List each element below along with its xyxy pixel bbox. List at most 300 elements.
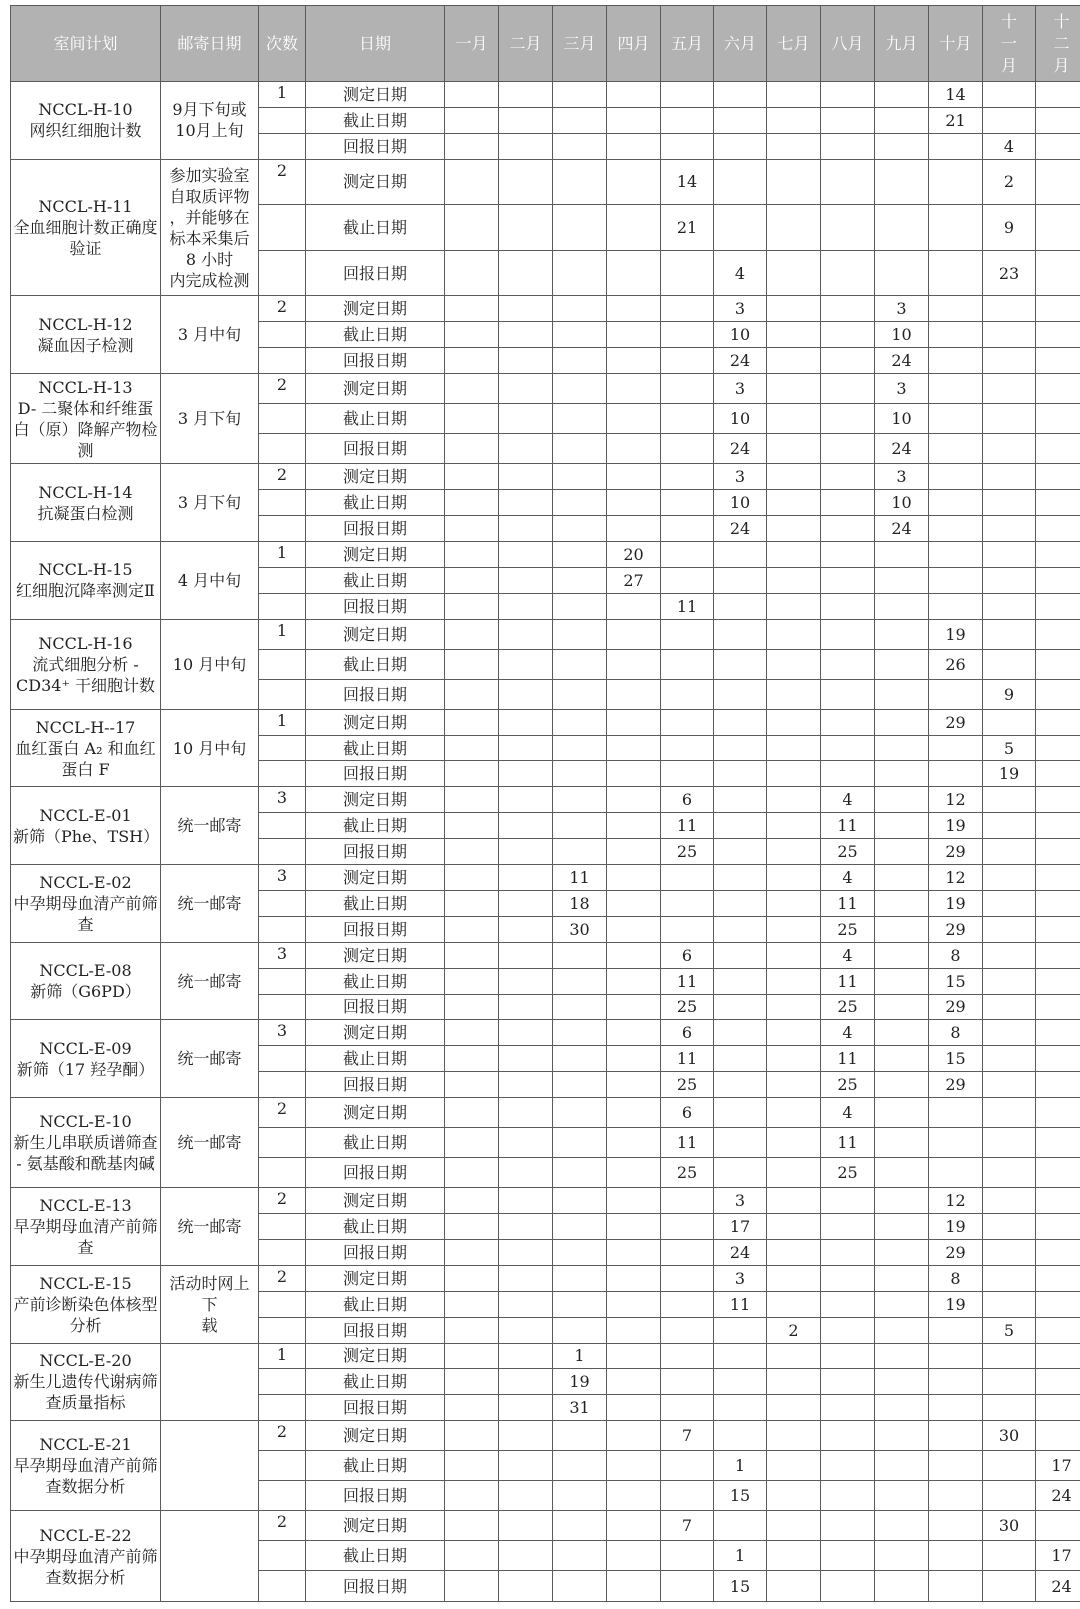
month-cell — [767, 1369, 821, 1395]
month-cell — [445, 1571, 499, 1602]
month-cell — [767, 1395, 821, 1421]
month-cell — [767, 322, 821, 348]
month-cell — [875, 593, 929, 619]
month-cell: 11 — [821, 1046, 875, 1072]
month-cell — [821, 735, 875, 761]
month-cell — [821, 1343, 875, 1369]
header-cell: 九月 — [875, 6, 929, 82]
mailing-date-cell: 10 月中旬 — [161, 619, 259, 709]
date-type-cell: 截止日期 — [306, 1451, 445, 1481]
count-cell — [259, 813, 306, 839]
date-type-cell: 截止日期 — [306, 1214, 445, 1240]
month-cell — [983, 567, 1036, 593]
month-cell — [1036, 1214, 1080, 1240]
month-cell — [929, 1571, 983, 1602]
month-cell — [499, 916, 553, 942]
mailing-date-cell: 4 月中旬 — [161, 541, 259, 619]
month-cell — [767, 159, 821, 205]
month-cell — [553, 107, 607, 133]
table-row — [11, 619, 1080, 649]
month-cell — [929, 567, 983, 593]
month-cell — [445, 322, 499, 348]
month-cell — [983, 541, 1036, 567]
count-cell: 2 — [259, 296, 306, 322]
month-cell: 27 — [607, 567, 661, 593]
month-cell — [1036, 133, 1080, 159]
month-cell — [499, 890, 553, 916]
month-cell — [553, 1098, 607, 1128]
month-cell — [821, 107, 875, 133]
mailing-date-cell: 3 月中旬 — [161, 296, 259, 374]
month-cell — [767, 404, 821, 434]
month-cell: 2 — [983, 159, 1036, 205]
month-cell — [445, 761, 499, 787]
month-cell: 25 — [661, 1072, 714, 1098]
month-cell — [821, 133, 875, 159]
month-cell — [714, 787, 767, 813]
month-cell — [499, 464, 553, 490]
month-cell — [607, 839, 661, 865]
month-cell — [875, 1369, 929, 1395]
month-cell — [983, 82, 1036, 108]
table-row — [11, 1188, 1080, 1214]
month-cell — [661, 567, 714, 593]
mailing-date-cell: 参加实验室 自取质评物 ，并能够在 标本采集后 8 小时 内完成检测 — [161, 159, 259, 296]
month-cell: 10 — [714, 322, 767, 348]
month-cell — [1036, 1511, 1080, 1541]
month-cell — [445, 1239, 499, 1265]
month-cell: 17 — [1036, 1451, 1080, 1481]
table-row — [11, 865, 1080, 891]
table-row — [11, 1343, 1080, 1369]
month-cell: 9 — [983, 205, 1036, 251]
month-cell — [1036, 1395, 1080, 1421]
month-cell — [983, 709, 1036, 735]
month-cell — [767, 1451, 821, 1481]
month-cell — [875, 1239, 929, 1265]
date-type-cell: 回报日期 — [306, 1481, 445, 1511]
month-cell — [445, 1046, 499, 1072]
month-cell — [499, 490, 553, 516]
month-cell — [499, 865, 553, 891]
month-cell — [821, 1214, 875, 1240]
date-type-cell: 截止日期 — [306, 567, 445, 593]
month-cell: 19 — [929, 619, 983, 649]
month-cell: 12 — [929, 787, 983, 813]
month-cell: 4 — [821, 787, 875, 813]
month-cell — [767, 1541, 821, 1571]
month-cell — [553, 1072, 607, 1098]
month-cell — [553, 787, 607, 813]
date-type-cell: 回报日期 — [306, 1571, 445, 1602]
month-cell — [767, 1158, 821, 1188]
month-cell — [929, 1317, 983, 1343]
month-cell: 5 — [983, 1317, 1036, 1343]
count-cell: 1 — [259, 1343, 306, 1369]
month-cell — [499, 1128, 553, 1158]
month-cell — [929, 1511, 983, 1541]
month-cell — [929, 1451, 983, 1481]
month-cell — [499, 1343, 553, 1369]
month-cell — [499, 516, 553, 542]
date-type-cell: 回报日期 — [306, 1158, 445, 1188]
header-cell: 四月 — [607, 6, 661, 82]
count-cell — [259, 1291, 306, 1317]
date-type-cell: 测定日期 — [306, 1098, 445, 1128]
month-cell — [445, 942, 499, 968]
month-cell: 11 — [553, 865, 607, 891]
month-cell — [499, 593, 553, 619]
month-cell: 29 — [929, 1239, 983, 1265]
date-type-cell: 回报日期 — [306, 761, 445, 787]
month-cell — [714, 890, 767, 916]
month-cell — [553, 434, 607, 464]
month-cell — [1036, 516, 1080, 542]
month-cell — [445, 709, 499, 735]
month-cell — [875, 250, 929, 296]
month-cell — [499, 994, 553, 1020]
date-type-cell: 测定日期 — [306, 787, 445, 813]
month-cell — [445, 250, 499, 296]
month-cell — [714, 942, 767, 968]
month-cell — [1036, 374, 1080, 404]
month-cell — [553, 348, 607, 374]
count-cell — [259, 348, 306, 374]
month-cell — [767, 619, 821, 649]
month-cell — [821, 567, 875, 593]
month-cell — [1036, 593, 1080, 619]
month-cell — [661, 709, 714, 735]
table-row — [11, 296, 1080, 322]
month-cell — [875, 1188, 929, 1214]
count-cell — [259, 1451, 306, 1481]
month-cell — [983, 787, 1036, 813]
month-cell — [821, 761, 875, 787]
month-cell — [714, 1020, 767, 1046]
month-cell: 25 — [821, 839, 875, 865]
month-cell — [445, 464, 499, 490]
month-cell — [714, 865, 767, 891]
date-type-cell: 回报日期 — [306, 1317, 445, 1343]
month-cell: 4 — [821, 1098, 875, 1128]
month-cell — [714, 916, 767, 942]
month-cell — [607, 619, 661, 649]
count-cell — [259, 1541, 306, 1571]
month-cell — [499, 322, 553, 348]
month-cell — [607, 464, 661, 490]
month-cell — [821, 516, 875, 542]
month-cell — [821, 1395, 875, 1421]
month-cell: 17 — [714, 1214, 767, 1240]
month-cell: 3 — [875, 464, 929, 490]
count-cell: 2 — [259, 1098, 306, 1128]
count-cell — [259, 133, 306, 159]
month-cell — [607, 1395, 661, 1421]
month-cell: 29 — [929, 916, 983, 942]
month-cell — [553, 942, 607, 968]
month-cell: 11 — [821, 813, 875, 839]
month-cell: 19 — [929, 1214, 983, 1240]
month-cell — [607, 1239, 661, 1265]
mailing-date-cell: 活动时网上下 载 — [161, 1265, 259, 1343]
count-cell: 1 — [259, 541, 306, 567]
month-cell — [445, 994, 499, 1020]
date-type-cell: 测定日期 — [306, 619, 445, 649]
month-cell — [553, 541, 607, 567]
month-cell — [1036, 865, 1080, 891]
month-cell — [714, 994, 767, 1020]
month-cell — [983, 865, 1036, 891]
month-cell — [445, 107, 499, 133]
count-cell — [259, 1158, 306, 1188]
table-row — [11, 1265, 1080, 1291]
month-cell — [607, 1098, 661, 1128]
month-cell — [445, 1158, 499, 1188]
month-cell: 12 — [929, 1188, 983, 1214]
date-type-cell: 回报日期 — [306, 839, 445, 865]
month-cell — [445, 649, 499, 679]
month-cell — [445, 404, 499, 434]
month-cell — [661, 374, 714, 404]
month-cell: 24 — [1036, 1571, 1080, 1602]
month-cell: 6 — [661, 1098, 714, 1128]
month-cell — [553, 464, 607, 490]
count-cell — [259, 679, 306, 709]
month-cell — [821, 1291, 875, 1317]
month-cell — [553, 205, 607, 251]
month-cell — [499, 296, 553, 322]
month-cell — [607, 1369, 661, 1395]
month-cell — [1036, 1343, 1080, 1369]
month-cell — [607, 593, 661, 619]
month-cell — [767, 1481, 821, 1511]
month-cell: 15 — [929, 968, 983, 994]
program-name-cell: NCCL-E-01 新筛（Phe、TSH） — [11, 787, 161, 865]
month-cell: 2 — [767, 1317, 821, 1343]
month-cell — [607, 1317, 661, 1343]
count-cell — [259, 593, 306, 619]
month-cell — [1036, 107, 1080, 133]
month-cell — [661, 464, 714, 490]
count-cell — [259, 107, 306, 133]
month-cell — [553, 1541, 607, 1571]
header-cell: 十 二 月 — [1036, 6, 1080, 82]
month-cell — [553, 1239, 607, 1265]
table-row — [11, 1511, 1080, 1541]
month-cell: 15 — [929, 1046, 983, 1072]
month-cell: 4 — [821, 942, 875, 968]
month-cell — [714, 1511, 767, 1541]
month-cell — [767, 541, 821, 567]
month-cell — [767, 107, 821, 133]
month-cell — [821, 1369, 875, 1395]
month-cell — [767, 994, 821, 1020]
month-cell — [875, 787, 929, 813]
month-cell: 9 — [983, 679, 1036, 709]
month-cell — [714, 735, 767, 761]
month-cell — [983, 1369, 1036, 1395]
month-cell — [499, 1541, 553, 1571]
month-cell: 24 — [714, 1239, 767, 1265]
month-cell — [499, 619, 553, 649]
month-cell — [1036, 649, 1080, 679]
month-cell — [661, 516, 714, 542]
month-cell — [767, 296, 821, 322]
month-cell — [875, 205, 929, 251]
count-cell — [259, 1395, 306, 1421]
month-cell — [499, 1098, 553, 1128]
count-cell: 2 — [259, 464, 306, 490]
mailing-date-cell: 统一邮寄 — [161, 787, 259, 865]
month-cell — [553, 593, 607, 619]
month-cell — [767, 968, 821, 994]
month-cell: 8 — [929, 942, 983, 968]
month-cell: 25 — [821, 1158, 875, 1188]
month-cell: 12 — [929, 865, 983, 891]
month-cell — [445, 1511, 499, 1541]
month-cell — [1036, 205, 1080, 251]
month-cell — [607, 1158, 661, 1188]
date-type-cell: 测定日期 — [306, 159, 445, 205]
month-cell: 3 — [714, 1265, 767, 1291]
month-cell — [445, 787, 499, 813]
month-cell — [875, 1317, 929, 1343]
month-cell — [1036, 1158, 1080, 1188]
date-type-cell: 测定日期 — [306, 865, 445, 891]
table-row — [11, 1098, 1080, 1128]
month-cell — [983, 1571, 1036, 1602]
month-cell — [553, 1317, 607, 1343]
month-cell — [445, 890, 499, 916]
month-cell — [661, 916, 714, 942]
month-cell — [983, 839, 1036, 865]
month-cell — [445, 1188, 499, 1214]
month-cell — [553, 1451, 607, 1481]
month-cell — [607, 516, 661, 542]
month-cell: 11 — [661, 593, 714, 619]
header-cell: 十月 — [929, 6, 983, 82]
count-cell — [259, 1046, 306, 1072]
month-cell: 3 — [714, 464, 767, 490]
month-cell: 29 — [929, 994, 983, 1020]
month-cell — [875, 1291, 929, 1317]
month-cell — [875, 133, 929, 159]
count-cell: 1 — [259, 619, 306, 649]
month-cell — [767, 434, 821, 464]
month-cell — [553, 516, 607, 542]
count-cell — [259, 1128, 306, 1158]
month-cell — [929, 404, 983, 434]
date-type-cell: 测定日期 — [306, 709, 445, 735]
mailing-date-cell: 统一邮寄 — [161, 1188, 259, 1266]
month-cell: 11 — [821, 968, 875, 994]
count-cell — [259, 322, 306, 348]
month-cell — [661, 865, 714, 891]
count-cell — [259, 1072, 306, 1098]
month-cell: 3 — [714, 1188, 767, 1214]
month-cell — [499, 348, 553, 374]
month-cell: 4 — [983, 133, 1036, 159]
month-cell: 21 — [661, 205, 714, 251]
month-cell — [445, 679, 499, 709]
month-cell — [553, 1511, 607, 1541]
month-cell — [875, 619, 929, 649]
date-type-cell: 回报日期 — [306, 1395, 445, 1421]
date-type-cell: 测定日期 — [306, 1188, 445, 1214]
month-cell — [553, 1265, 607, 1291]
month-cell: 19 — [929, 890, 983, 916]
month-cell: 11 — [661, 1128, 714, 1158]
month-cell: 1 — [714, 1451, 767, 1481]
month-cell: 25 — [661, 994, 714, 1020]
count-cell — [259, 916, 306, 942]
month-cell — [821, 1541, 875, 1571]
count-cell — [259, 490, 306, 516]
month-cell — [553, 404, 607, 434]
month-cell — [983, 490, 1036, 516]
month-cell — [499, 839, 553, 865]
date-type-cell: 截止日期 — [306, 322, 445, 348]
month-cell — [767, 1511, 821, 1541]
date-type-cell: 测定日期 — [306, 1421, 445, 1451]
month-cell — [983, 1098, 1036, 1128]
date-type-cell: 截止日期 — [306, 1046, 445, 1072]
month-cell — [499, 159, 553, 205]
header-cell: 三月 — [553, 6, 607, 82]
date-type-cell: 测定日期 — [306, 296, 445, 322]
count-cell — [259, 1317, 306, 1343]
month-cell: 20 — [607, 541, 661, 567]
month-cell — [661, 541, 714, 567]
month-cell: 4 — [714, 250, 767, 296]
month-cell — [1036, 787, 1080, 813]
month-cell — [445, 1214, 499, 1240]
month-cell — [821, 1239, 875, 1265]
month-cell: 6 — [661, 1020, 714, 1046]
month-cell — [499, 1072, 553, 1098]
date-type-cell: 回报日期 — [306, 1072, 445, 1098]
month-cell — [875, 839, 929, 865]
month-cell — [714, 1421, 767, 1451]
date-type-cell: 截止日期 — [306, 649, 445, 679]
month-cell — [499, 107, 553, 133]
month-cell — [445, 1451, 499, 1481]
month-cell — [983, 968, 1036, 994]
month-cell — [929, 541, 983, 567]
header-cell: 次数 — [259, 6, 306, 82]
month-cell — [1036, 1239, 1080, 1265]
month-cell — [983, 593, 1036, 619]
header-cell: 七月 — [767, 6, 821, 82]
month-cell — [1036, 1098, 1080, 1128]
month-cell — [499, 374, 553, 404]
month-cell — [714, 159, 767, 205]
month-cell — [714, 1072, 767, 1098]
month-cell — [661, 1481, 714, 1511]
month-cell — [445, 133, 499, 159]
count-cell: 3 — [259, 865, 306, 891]
month-cell — [1036, 1421, 1080, 1451]
month-cell — [1036, 619, 1080, 649]
date-type-cell: 回报日期 — [306, 994, 445, 1020]
date-type-cell: 截止日期 — [306, 890, 445, 916]
month-cell — [553, 649, 607, 679]
month-cell — [445, 374, 499, 404]
month-cell — [1036, 1369, 1080, 1395]
month-cell — [929, 464, 983, 490]
month-cell — [1036, 890, 1080, 916]
month-cell — [661, 679, 714, 709]
